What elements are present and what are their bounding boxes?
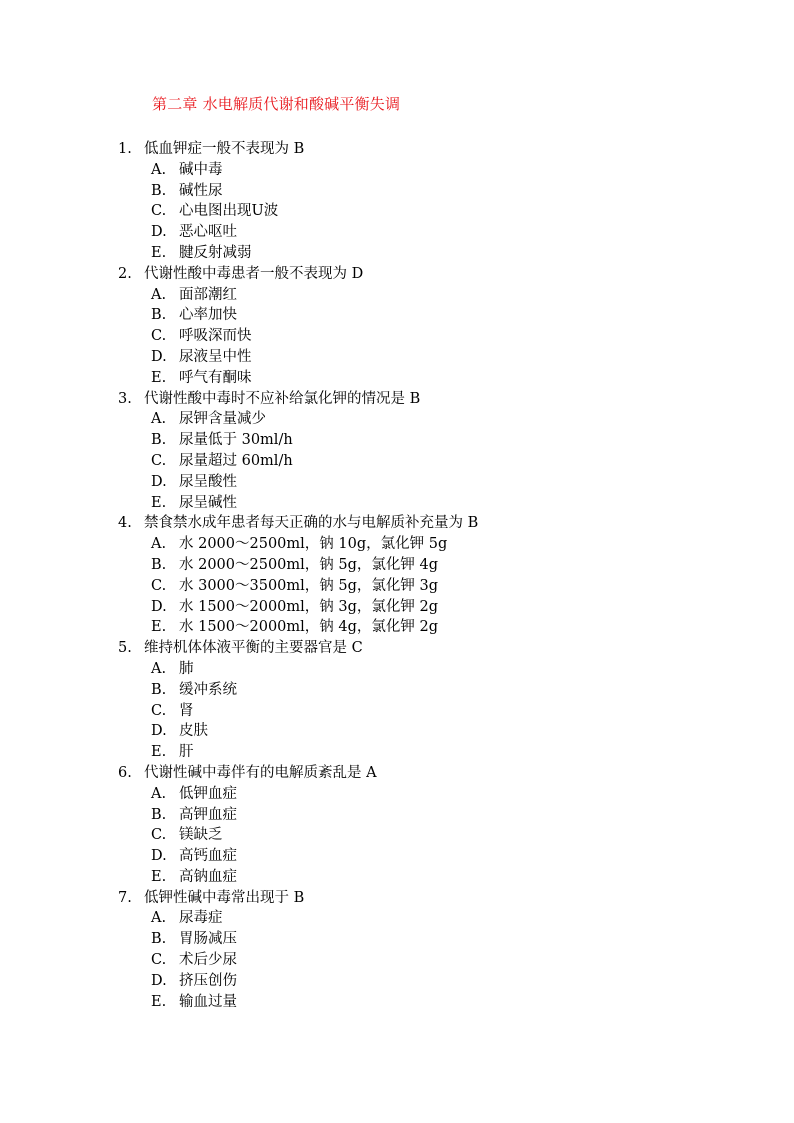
answer-option [151, 950, 478, 971]
question-item [118, 513, 478, 638]
question-stem [118, 139, 478, 160]
option-text: 尿量低于 30ml/h [179, 432, 293, 449]
answer-option [151, 971, 478, 992]
question-number: 1. [118, 141, 132, 157]
option-letter: E. [151, 494, 167, 511]
option-letter: D. [151, 473, 167, 490]
option-letter: D. [151, 848, 167, 865]
question-number: 7. [118, 889, 132, 906]
option-letter: A. [151, 660, 167, 677]
option-letter: C. [151, 577, 167, 594]
option-text: 碱中毒 [179, 161, 223, 178]
option-text: 腱反射减弱 [179, 244, 252, 261]
answer-option [151, 368, 478, 389]
answer-option [151, 701, 478, 722]
option-text: 恶心呕吐 [179, 224, 237, 241]
option-letter: B. [151, 931, 167, 948]
answer-option [151, 825, 478, 846]
option-text: 碱性尿 [179, 182, 223, 199]
question-stem [118, 513, 478, 534]
question-item [118, 139, 478, 264]
option-letter: D. [151, 723, 167, 740]
option-text: 尿呈碱性 [179, 494, 237, 511]
option-text: 呼吸深而快 [179, 328, 252, 345]
option-list [118, 160, 478, 264]
question-stem [118, 264, 478, 285]
option-text: 尿毒症 [179, 910, 223, 927]
option-text: 水 1500～2000ml，钠 3g，氯化钾 2g [179, 598, 439, 615]
option-text: 心电图出现U波 [179, 203, 279, 220]
option-letter: B. [151, 182, 167, 199]
answer-option [151, 222, 478, 243]
answer-option [151, 285, 478, 306]
option-letter: E. [151, 369, 167, 386]
answer-option [151, 534, 478, 555]
answer-option [151, 409, 478, 430]
answer-option [151, 326, 478, 347]
answer-option [151, 493, 478, 514]
option-letter: E. [151, 868, 167, 885]
question-item [118, 888, 478, 1013]
option-text: 肝 [179, 744, 194, 761]
option-text: 高钠血症 [179, 868, 237, 885]
option-text: 尿呈酸性 [179, 473, 237, 490]
answer-option [151, 659, 478, 680]
question-number: 6. [118, 764, 132, 781]
answer-option [151, 805, 478, 826]
option-letter: D. [151, 972, 167, 989]
question-number: 3. [118, 390, 132, 407]
option-text: 水 2000～2500ml，钠 5g，氯化钾 4g [179, 556, 439, 573]
question-stem [118, 389, 478, 410]
answer-option [151, 597, 478, 618]
answer-option [151, 305, 478, 326]
answer-option [151, 181, 478, 202]
answer-option [151, 472, 478, 493]
question-stem [118, 638, 478, 659]
answer-option [151, 451, 478, 472]
option-text: 尿液呈中性 [179, 348, 252, 365]
question-text: 代谢性酸中毒时不应补给氯化钾的情况是 B [144, 390, 421, 407]
answer-option [151, 908, 478, 929]
option-letter: A. [151, 910, 167, 927]
answer-option [151, 742, 478, 763]
answer-option [151, 430, 478, 451]
question-text: 维持机体体液平衡的主要器官是 C [144, 640, 363, 657]
option-text: 胃肠减压 [179, 931, 237, 948]
question-number: 5. [118, 640, 132, 657]
option-letter: C. [151, 827, 167, 844]
option-text: 呼气有酮味 [179, 369, 252, 386]
option-letter: B. [151, 556, 167, 573]
option-letter: E. [151, 993, 167, 1010]
answer-option [151, 867, 478, 888]
answer-option [151, 784, 478, 805]
option-letter: A. [151, 286, 167, 303]
answer-option [151, 201, 478, 222]
option-text: 面部潮红 [179, 286, 237, 303]
option-letter: A. [151, 536, 167, 553]
question-text: 低钾性碱中毒常出现于 B [144, 889, 305, 906]
option-letter: D. [151, 224, 167, 241]
question-text: 代谢性酸中毒患者一般不表现为 D [144, 265, 364, 282]
option-text: 心率加快 [179, 307, 237, 324]
option-letter: C. [151, 452, 167, 469]
option-letter: B. [151, 307, 167, 324]
option-letter: B. [151, 432, 167, 449]
option-letter: E. [151, 619, 167, 636]
answer-option [151, 243, 478, 264]
chapter-title: 第二章 水电解质代谢和酸碱平衡失调 [152, 95, 401, 113]
question-text: 禁食禁水成年患者每天正确的水与电解质补充量为 B [144, 515, 479, 532]
option-text: 水 3000～3500ml，钠 5g，氯化钾 3g [179, 577, 439, 594]
option-list [118, 409, 478, 513]
option-text: 输血过量 [179, 993, 237, 1010]
question-item [118, 638, 478, 763]
option-text: 皮肤 [179, 723, 208, 740]
option-letter: C. [151, 952, 167, 969]
option-letter: D. [151, 348, 167, 365]
option-text: 水 2000～2500ml，钠 10g，氯化钾 5g [179, 536, 448, 553]
option-text: 缓冲系统 [179, 681, 237, 698]
option-text: 镁缺乏 [179, 827, 223, 844]
answer-option [151, 555, 478, 576]
option-text: 尿钾含量减少 [179, 411, 266, 428]
option-letter: E. [151, 244, 167, 261]
answer-option [151, 680, 478, 701]
option-text: 肺 [179, 660, 194, 677]
option-letter: C. [151, 203, 167, 220]
option-letter: A. [151, 161, 167, 178]
answer-option [151, 160, 478, 181]
option-list [118, 908, 478, 1012]
option-list [118, 784, 478, 888]
option-letter: B. [151, 806, 167, 823]
question-text: 低血钾症一般不表现为 B [144, 141, 305, 157]
option-text: 术后少尿 [179, 952, 237, 969]
question-text: 代谢性碱中毒伴有的电解质紊乱是 A [144, 764, 377, 781]
answer-option [151, 929, 478, 950]
answer-option [151, 846, 478, 867]
question-item [118, 389, 478, 514]
option-text: 肾 [179, 702, 194, 719]
option-letter: D. [151, 598, 167, 615]
answer-option [151, 576, 478, 597]
option-text: 水 1500～2000ml，钠 4g，氯化钾 2g [179, 619, 439, 636]
option-list [118, 534, 478, 638]
option-letter: C. [151, 702, 167, 719]
option-text: 挤压创伤 [179, 972, 237, 989]
option-text: 高钾血症 [179, 806, 237, 823]
option-letter: A. [151, 411, 167, 428]
option-list [118, 285, 478, 389]
question-item [118, 763, 478, 888]
option-text: 高钙血症 [179, 848, 237, 865]
option-text: 低钾血症 [179, 785, 237, 802]
answer-option [151, 617, 478, 638]
option-list [118, 659, 478, 763]
question-list [118, 139, 478, 1012]
answer-option [151, 721, 478, 742]
answer-option [151, 347, 478, 368]
question-number: 4. [118, 515, 132, 532]
option-letter: E. [151, 744, 167, 761]
option-text: 尿量超过 60ml/h [179, 452, 293, 469]
option-letter: B. [151, 681, 167, 698]
option-letter: C. [151, 328, 167, 345]
question-number: 2. [118, 265, 132, 282]
answer-option [151, 992, 478, 1013]
question-stem [118, 763, 478, 784]
question-stem [118, 888, 478, 909]
question-item [118, 264, 478, 389]
option-letter: A. [151, 785, 167, 802]
